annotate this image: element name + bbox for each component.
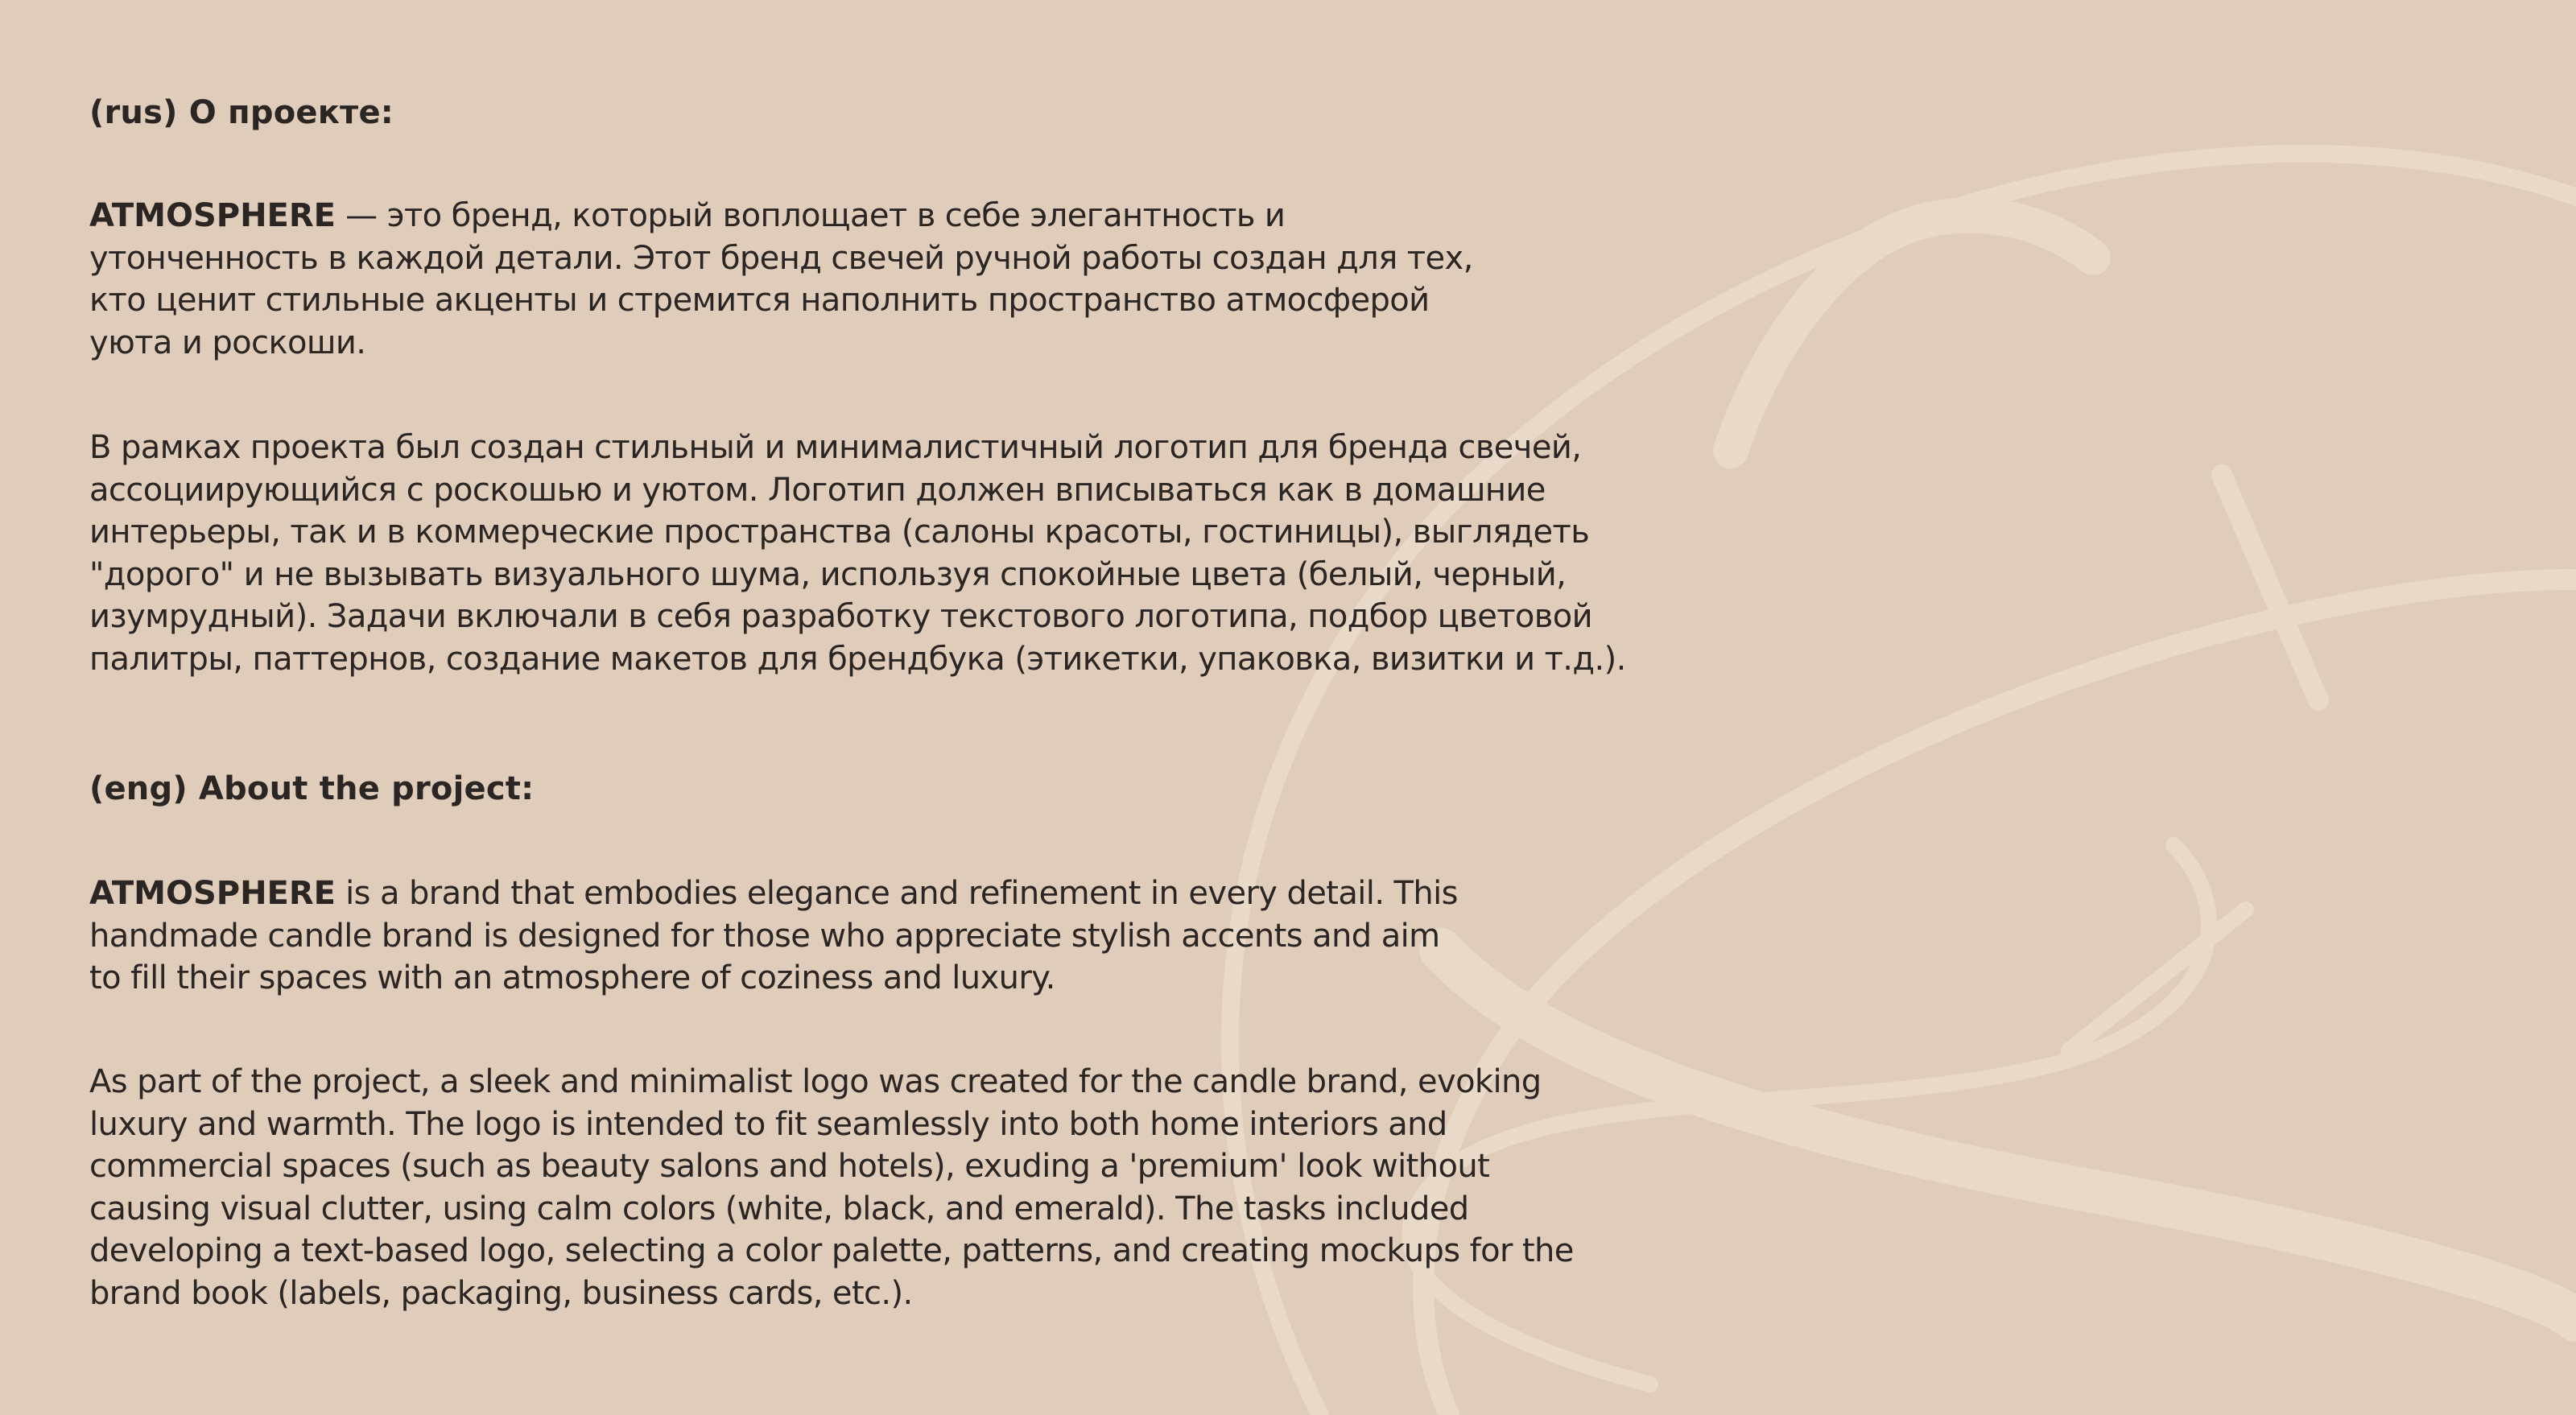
eng-details-line-3: commercial spaces (such as beauty salons and hotels), exuding a 'premium' look without <box>89 1148 1490 1185</box>
rus-paragraph-intro <box>89 195 1473 364</box>
rus-intro-line-4: уюта и роскоши. <box>89 324 366 361</box>
eng-details-line-2: luxury and warmth. The logo is intended to fit seamlessly into both home interiors and <box>89 1105 1447 1143</box>
eng-details-line-1: As part of the project, a sleek and minimalist logo was created for the candle brand, evoking <box>89 1063 1542 1100</box>
rus-paragraph-details <box>89 427 1626 680</box>
eng-paragraph-intro <box>89 873 1458 1000</box>
rus-details-line-2: ассоциирующийся с роскошью и уютом. Логотип должен вписываться как в домашние <box>89 471 1546 509</box>
rus-heading: (rus) О проекте: <box>89 94 394 131</box>
rus-details-line-6: палитры, паттернов, создание макетов для брендбука (этикетки, упаковка, визитки и т.д.). <box>89 640 1626 678</box>
eng-paragraph-details <box>89 1061 1574 1314</box>
rus-details-line-4: "дорого" и не вызывать визуального шума, используя спокойные цвета (белый, черный, <box>89 555 1567 593</box>
eng-details-line-5: developing a text-based logo, selecting a color palette, patterns, and creating mockups for the <box>89 1232 1574 1269</box>
rus-brand-name: ATMOSPHERE <box>89 197 336 234</box>
rus-details-line-3: интерьеры, так и в коммерческие пространства (салоны красоты, гостиницы), выглядеть <box>89 514 1590 551</box>
eng-brand-name: ATMOSPHERE <box>89 875 336 912</box>
rus-intro-line-2: утонченность в каждой детали. Этот бренд свечей ручной работы создан для тех, <box>89 239 1473 277</box>
rus-details-line-1: В рамках проекта был создан стильный и минималистичный логотип для бренда свечей, <box>89 429 1582 466</box>
eng-intro-line-1: is a brand that embodies elegance and refinement in every detail. This <box>336 875 1458 912</box>
eng-details-line-6: brand book (labels, packaging, business cards, etc.). <box>89 1274 913 1312</box>
eng-heading: (eng) About the project: <box>89 770 535 807</box>
rus-details-line-5: изумрудный). Задачи включали в себя разработку текстового логотипа, подбор цветовой <box>89 598 1593 635</box>
eng-details-line-4: causing visual clutter, using calm colors (white, black, and emerald). The tasks included <box>89 1190 1469 1227</box>
rus-intro-line-3: кто ценит стильные акценты и стремится наполнить пространство атмосферой <box>89 282 1430 319</box>
rus-intro-line-1: — это бренд, который воплощает в себе элегантность и <box>336 197 1286 234</box>
eng-intro-line-2: handmade candle brand is designed for those who appreciate stylish accents and aim <box>89 917 1440 955</box>
eng-intro-line-3: to fill their spaces with an atmosphere of coziness and luxury. <box>89 959 1055 996</box>
